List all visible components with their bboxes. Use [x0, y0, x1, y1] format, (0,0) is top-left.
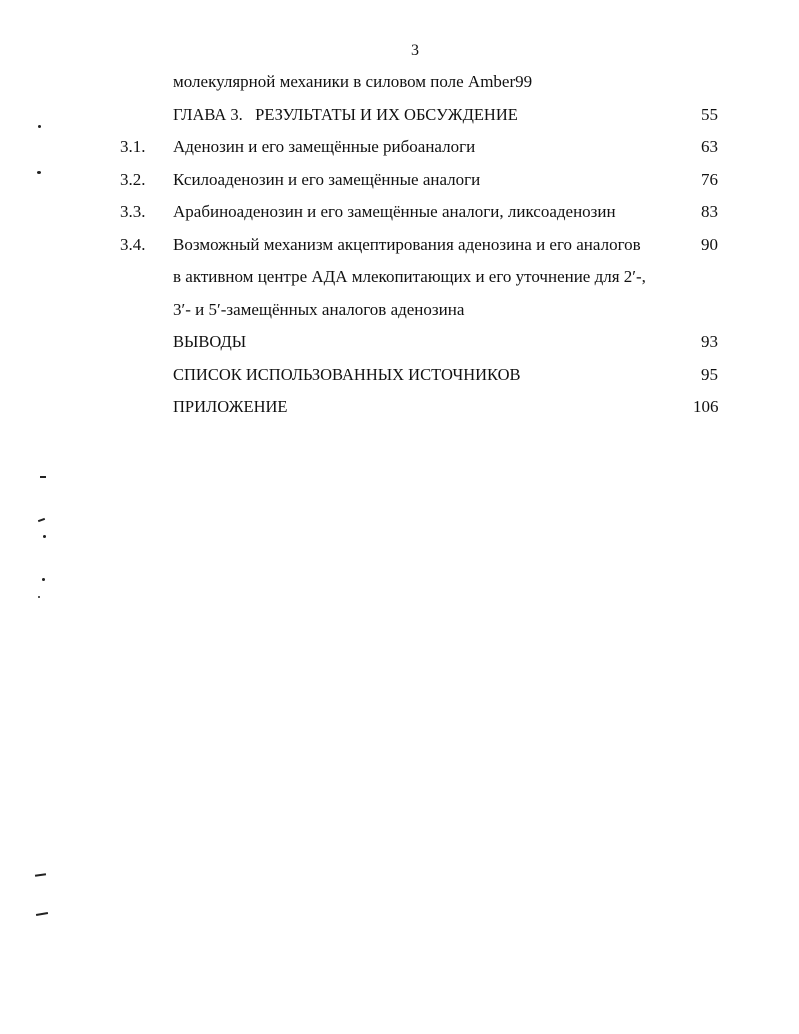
scan-speck — [38, 596, 40, 598]
toc-entry-number: 3.3. — [120, 202, 146, 221]
scan-speck — [37, 171, 41, 174]
toc-entry — [0, 326, 799, 359]
scan-speck — [40, 476, 46, 478]
toc-entry-title: Ксилоаденозин и его замещённые аналоги — [173, 169, 481, 189]
toc-entry-page: 63 — [701, 137, 718, 156]
toc-entry-page: 95 — [701, 364, 718, 384]
toc-entry — [0, 359, 799, 392]
toc-entry — [0, 99, 799, 132]
toc-entry-number: 3.2. — [120, 169, 146, 189]
toc-entry-title: в активном центре АДА млекопитающих и его уточнение для 2′-, — [173, 267, 646, 286]
toc-entry — [0, 164, 799, 197]
scan-speck — [36, 912, 48, 916]
toc-entry-continuation — [0, 261, 799, 294]
toc-entry — [0, 229, 799, 262]
toc-entry — [0, 196, 799, 229]
table-of-contents — [0, 66, 799, 424]
scan-speck — [38, 125, 41, 128]
toc-entry-title: Арабиноаденозин и его замещённые аналоги, ликсоаденозин — [173, 202, 616, 221]
toc-entry — [0, 391, 799, 424]
scan-speck — [42, 578, 45, 581]
scan-speck — [43, 535, 46, 538]
toc-entry-title: Возможный механизм акцептирования аденозина и его аналогов — [173, 234, 641, 254]
toc-entry-title: молекулярной механики в силовом поле Amber99 — [173, 72, 533, 91]
toc-entry-page: 76 — [701, 169, 718, 189]
toc-entry-title: ПРИЛОЖЕНИЕ — [173, 397, 288, 416]
toc-entry-title: СПИСОК ИСПОЛЬЗОВАННЫХ ИСТОЧНИКОВ — [173, 364, 521, 384]
toc-entry-title: ВЫВОДЫ — [173, 332, 247, 351]
toc-entry-page: 90 — [701, 234, 718, 254]
toc-entry-number: 3.1. — [120, 137, 146, 156]
toc-entry — [0, 131, 799, 164]
toc-entry-page: 106 — [693, 397, 719, 416]
toc-entry-page: 83 — [701, 202, 718, 221]
toc-entry-page: 93 — [701, 332, 718, 351]
scan-speck — [35, 873, 46, 877]
toc-entry-title: 3′- и 5′-замещённых аналогов аденозина — [173, 299, 465, 319]
scan-speck — [38, 518, 45, 522]
toc-entry — [0, 66, 799, 99]
toc-entry-continuation — [0, 294, 799, 327]
toc-entry-number: 3.4. — [120, 234, 146, 254]
toc-entry-page: 55 — [701, 104, 718, 124]
toc-entry-title: Аденозин и его замещённые рибоаналоги — [173, 137, 476, 156]
page-number: 3 — [411, 42, 419, 59]
toc-entry-title: ГЛАВА 3. РЕЗУЛЬТАТЫ И ИХ ОБСУЖДЕНИЕ — [173, 104, 518, 124]
